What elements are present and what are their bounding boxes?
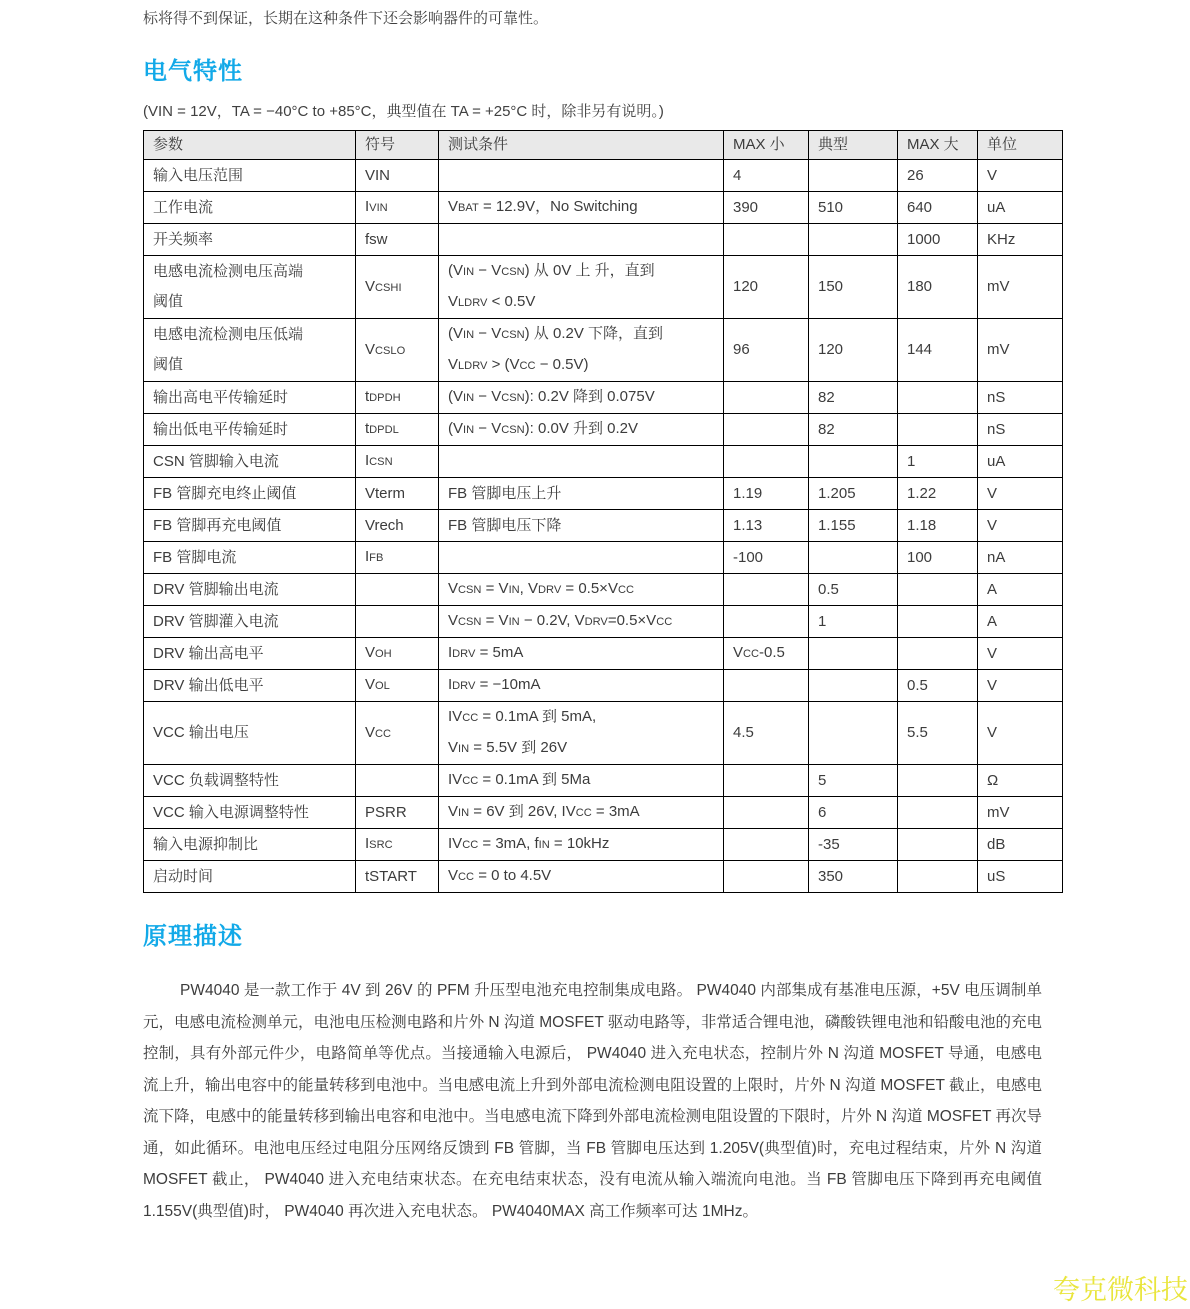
cell-min [724, 382, 809, 414]
cell-unit: uA [978, 446, 1063, 478]
cell-param: 启动时间 [144, 861, 356, 893]
cell-min [724, 606, 809, 638]
cell-cond [439, 224, 724, 256]
cell-typ: 82 [809, 414, 898, 446]
watermark: 夸克微科技 [1053, 1275, 1188, 1305]
cell-max [898, 574, 978, 606]
table-row [144, 224, 1063, 256]
cell-cond: IVCC = 0.1mA 到 5mA, VIN = 5.5V 到 26V [439, 702, 724, 765]
cell-min [724, 797, 809, 829]
cell-min [724, 829, 809, 861]
cell-typ: 1.205 [809, 478, 898, 510]
cell-sym: VOL [356, 670, 439, 702]
top-note: 标将得不到保证，长期在这种条件下还会影响器件的可靠性。 [143, 10, 549, 27]
cell-cond: FB 管脚电压上升 [439, 478, 724, 510]
cell-param: VCC 输出电压 [144, 702, 356, 765]
table-row [144, 670, 1063, 702]
cell-unit: V [978, 702, 1063, 765]
cell-param: FB 管脚电流 [144, 542, 356, 574]
cell-min [724, 414, 809, 446]
cell-sym: Vterm [356, 478, 439, 510]
table-row [144, 319, 1063, 382]
cell-max: 1 [898, 446, 978, 478]
table-row [144, 160, 1063, 192]
cell-max: 0.5 [898, 670, 978, 702]
column-header: 测试条件 [439, 131, 724, 160]
column-header: MAX 小 [724, 131, 809, 160]
cell-min [724, 765, 809, 797]
cell-typ [809, 638, 898, 670]
cell-cond: (VIN − VCSN) 从 0.2V 下降，直到 VLDRV > (VCC − 0.5V) [439, 319, 724, 382]
cell-sym: VIN [356, 160, 439, 192]
table-row [144, 606, 1063, 638]
cell-unit: nS [978, 382, 1063, 414]
cell-sym: VCC [356, 702, 439, 765]
cell-max [898, 382, 978, 414]
cell-min [724, 446, 809, 478]
table-row [144, 256, 1063, 319]
cell-min: 4.5 [724, 702, 809, 765]
column-header: MAX 大 [898, 131, 978, 160]
cell-max [898, 765, 978, 797]
cell-cond: VCSN = VIN − 0.2V, VDRV=0.5×VCC [439, 606, 724, 638]
cell-sym: Vrech [356, 510, 439, 542]
table-row [144, 414, 1063, 446]
description-paragraph: PW4040 是一款工作于 4V 到 26V 的 PFM 升压型电池充电控制集成电路。 PW4040 内部集成有基准电压源，+5V 电压调制单元，电感电流检测单元，电池电压检测电路和片外 N 沟道 MOSFET 驱动电路等，非常适合锂电池，磷酸铁锂电池和铅酸电池的充电控制，具有外部元件少，电路简单等优点。当接通输入电源后， PW4040 进入充电状态，控制片外 N 沟道 MOSFET 导通，电感电流上升，输出电容中的能量转移到电池中。当电感电流上升到外部电流检测电阻设置的上限时，片外 N 沟道 MOSFET 截止，电感电流下降，电感中的能量转移到输出电容和电池中。当电感电流下降到外部电流检测电阻设置的下限时，片外 N 沟道 MOSFET 再次导通，如此循环。电池电压经过电阻分压网络反馈到 FB 管脚，当 FB 管脚电压达到 1.205V(典型值)时，充电过程结束，片外 N 沟道 MOSFET 截止， PW4040 进入充电结束状态。在充电结束状态，没有电流从输入端流向电池。当 FB 管脚电压下降到再充电阈值 1.155V(典型值)时， PW4040 再次进入充电状态。 PW4040MAX 高工作频率可达 1MHz。 [143, 982, 1042, 1220]
column-header: 符号 [356, 131, 439, 160]
conditions-note: (VIN = 12V，TA = −40°C to +85°C，典型值在 TA = +25°C 时，除非另有说明。) [143, 103, 664, 120]
table-row [144, 574, 1063, 606]
cell-param: DRV 输出低电平 [144, 670, 356, 702]
table-row [144, 797, 1063, 829]
cell-max: 1.22 [898, 478, 978, 510]
cell-min: 390 [724, 192, 809, 224]
cell-cond: FB 管脚电压下降 [439, 510, 724, 542]
cell-cond: IDRV = −10mA [439, 670, 724, 702]
cell-min: 4 [724, 160, 809, 192]
cell-typ: 1 [809, 606, 898, 638]
cell-typ: 82 [809, 382, 898, 414]
cell-typ: 6 [809, 797, 898, 829]
cell-param: DRV 管脚灌入电流 [144, 606, 356, 638]
cell-max: 1.18 [898, 510, 978, 542]
table-row [144, 510, 1063, 542]
cell-max: 100 [898, 542, 978, 574]
cell-cond: IVCC = 0.1mA 到 5Ma [439, 765, 724, 797]
cell-unit: V [978, 510, 1063, 542]
table-row [144, 192, 1063, 224]
cell-typ: 0.5 [809, 574, 898, 606]
cell-min [724, 861, 809, 893]
cell-max: 26 [898, 160, 978, 192]
cell-cond: (VIN − VCSN): 0.0V 升到 0.2V [439, 414, 724, 446]
cell-min: -100 [724, 542, 809, 574]
cell-typ [809, 702, 898, 765]
cell-param: 输入电压范围 [144, 160, 356, 192]
cell-min: 96 [724, 319, 809, 382]
cell-unit: mV [978, 797, 1063, 829]
cell-typ [809, 446, 898, 478]
cell-min [724, 224, 809, 256]
cell-param: 开关频率 [144, 224, 356, 256]
section-heading-principle: 原理描述 [143, 923, 243, 950]
table-row [144, 765, 1063, 797]
cell-cond: VBAT = 12.9V，No Switching [439, 192, 724, 224]
table-row [144, 478, 1063, 510]
cell-min: 1.19 [724, 478, 809, 510]
table-row [144, 861, 1063, 893]
cell-typ [809, 160, 898, 192]
cell-sym: tSTART [356, 861, 439, 893]
cell-max [898, 861, 978, 893]
cell-cond [439, 542, 724, 574]
cell-sym: tDPDH [356, 382, 439, 414]
cell-typ: 510 [809, 192, 898, 224]
spec-table-head-row [144, 131, 1063, 160]
cell-max: 1000 [898, 224, 978, 256]
cell-cond: IVCC = 3mA, fIN = 10kHz [439, 829, 724, 861]
cell-unit: dB [978, 829, 1063, 861]
cell-param: DRV 管脚输出电流 [144, 574, 356, 606]
cell-unit: uA [978, 192, 1063, 224]
cell-param: CSN 管脚输入电流 [144, 446, 356, 478]
cell-min: 120 [724, 256, 809, 319]
cell-unit: mV [978, 319, 1063, 382]
cell-max: 144 [898, 319, 978, 382]
cell-typ: 5 [809, 765, 898, 797]
cell-typ: 1.155 [809, 510, 898, 542]
cell-sym: PSRR [356, 797, 439, 829]
cell-cond: VIN = 6V 到 26V, IVCC = 3mA [439, 797, 724, 829]
cell-unit: V [978, 478, 1063, 510]
column-header: 参数 [144, 131, 356, 160]
cell-max [898, 797, 978, 829]
cell-typ: 350 [809, 861, 898, 893]
cell-max [898, 829, 978, 861]
cell-typ [809, 670, 898, 702]
cell-sym [356, 765, 439, 797]
cell-sym [356, 606, 439, 638]
cell-cond: VCSN = VIN, VDRV = 0.5×VCC [439, 574, 724, 606]
cell-sym: tDPDL [356, 414, 439, 446]
cell-sym: fsw [356, 224, 439, 256]
cell-unit: V [978, 670, 1063, 702]
cell-param: 电感电流检测电压高端 阈值 [144, 256, 356, 319]
spec-table [143, 130, 1063, 893]
cell-unit: V [978, 638, 1063, 670]
cell-sym: VOH [356, 638, 439, 670]
cell-min: VCC-0.5 [724, 638, 809, 670]
cell-cond: (VIN − VCSN): 0.2V 降到 0.075V [439, 382, 724, 414]
cell-max: 180 [898, 256, 978, 319]
cell-unit: KHz [978, 224, 1063, 256]
column-header: 典型 [809, 131, 898, 160]
table-row [144, 382, 1063, 414]
cell-sym: IFB [356, 542, 439, 574]
cell-min [724, 670, 809, 702]
datasheet-page [143, 0, 1063, 1227]
cell-unit: V [978, 160, 1063, 192]
cell-max: 5.5 [898, 702, 978, 765]
table-row [144, 542, 1063, 574]
cell-min [724, 574, 809, 606]
cell-max [898, 606, 978, 638]
table-row [144, 702, 1063, 765]
cell-max [898, 638, 978, 670]
cell-param: FB 管脚再充电阈值 [144, 510, 356, 542]
cell-cond [439, 160, 724, 192]
cell-sym: VCSHI [356, 256, 439, 319]
table-row [144, 638, 1063, 670]
cell-param: VCC 输入电源调整特性 [144, 797, 356, 829]
cell-sym: ICSN [356, 446, 439, 478]
cell-param: 输出低电平传输延时 [144, 414, 356, 446]
cell-unit: mV [978, 256, 1063, 319]
cell-unit: nA [978, 542, 1063, 574]
cell-param: DRV 输出高电平 [144, 638, 356, 670]
section-heading-electrical: 电气特性 [143, 58, 243, 85]
cell-typ: 120 [809, 319, 898, 382]
cell-sym: ISRC [356, 829, 439, 861]
cell-param: FB 管脚充电终止阈值 [144, 478, 356, 510]
cell-cond [439, 446, 724, 478]
cell-sym: VCSLO [356, 319, 439, 382]
table-row [144, 446, 1063, 478]
cell-cond: VCC = 0 to 4.5V [439, 861, 724, 893]
column-header: 单位 [978, 131, 1063, 160]
cell-param: VCC 负载调整特性 [144, 765, 356, 797]
cell-cond: (VIN − VCSN) 从 0V 上 升，直到 VLDRV < 0.5V [439, 256, 724, 319]
cell-min: 1.13 [724, 510, 809, 542]
cell-typ: -35 [809, 829, 898, 861]
table-row [144, 829, 1063, 861]
cell-param: 电感电流检测电压低端 阈值 [144, 319, 356, 382]
cell-typ [809, 542, 898, 574]
cell-param: 工作电流 [144, 192, 356, 224]
cell-cond: IDRV = 5mA [439, 638, 724, 670]
cell-unit: A [978, 606, 1063, 638]
cell-sym [356, 574, 439, 606]
cell-sym: IVIN [356, 192, 439, 224]
cell-typ: 150 [809, 256, 898, 319]
cell-param: 输出高电平传输延时 [144, 382, 356, 414]
cell-unit: A [978, 574, 1063, 606]
cell-typ [809, 224, 898, 256]
spec-table-body [144, 160, 1063, 893]
cell-unit: Ω [978, 765, 1063, 797]
cell-param: 输入电源抑制比 [144, 829, 356, 861]
cell-unit: nS [978, 414, 1063, 446]
cell-max [898, 414, 978, 446]
cell-unit: uS [978, 861, 1063, 893]
cell-max: 640 [898, 192, 978, 224]
